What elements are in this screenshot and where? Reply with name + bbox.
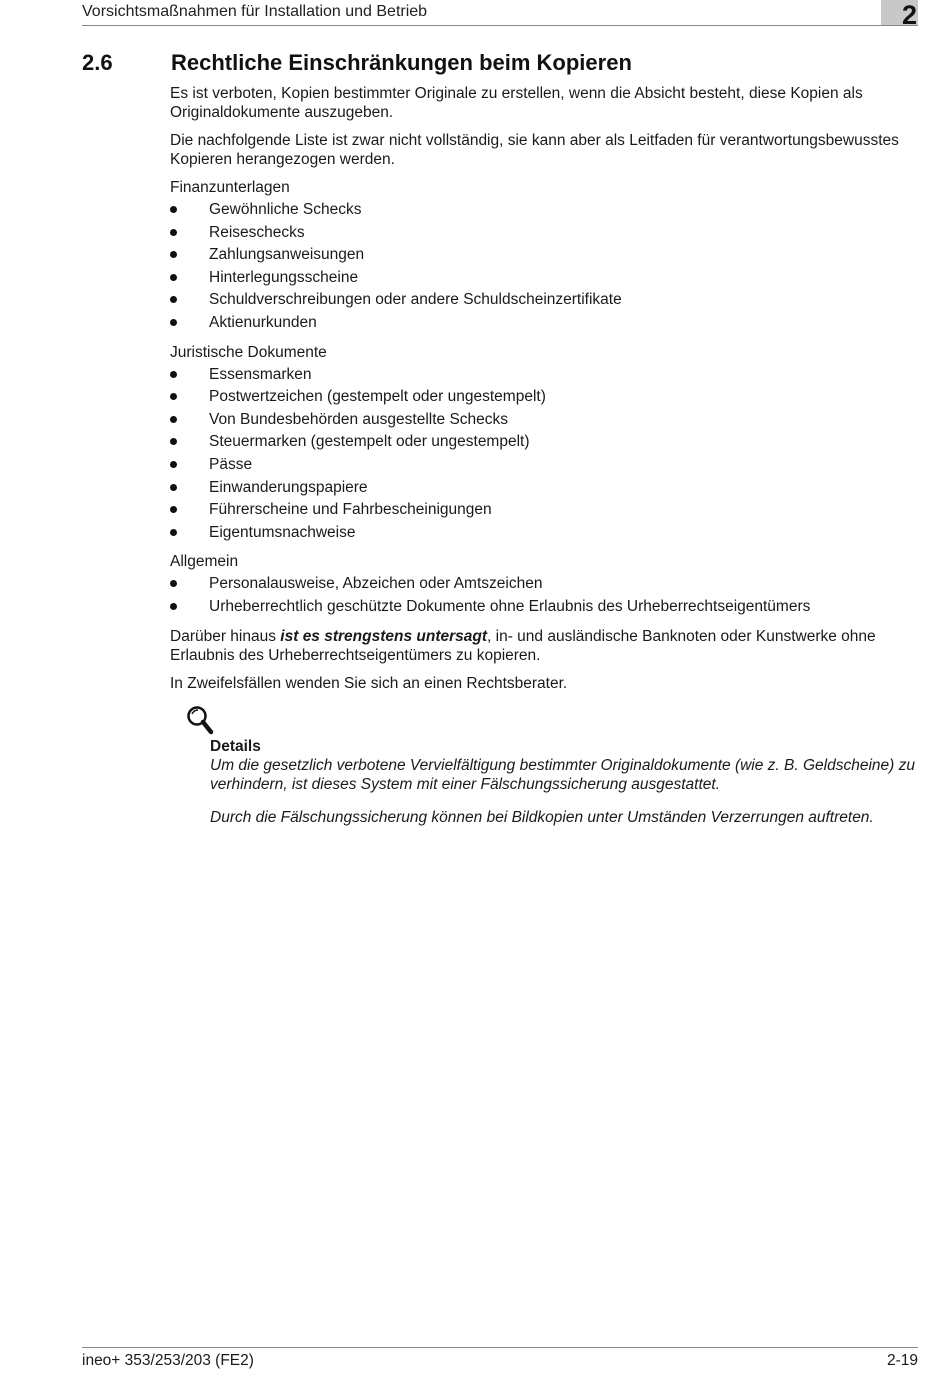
header-title: Vorsichtsmaßnahmen für Installation und Betrieb (82, 3, 428, 20)
list-item: Pässe (170, 455, 920, 478)
bullet-icon (170, 416, 177, 423)
bullet-icon (170, 393, 177, 400)
bullet-icon (170, 319, 177, 326)
list-item: Führerscheine und Fahrbescheinigungen (170, 500, 920, 523)
list-item: Eigentumsnachweise (170, 523, 920, 546)
bullet-icon (170, 580, 177, 587)
footer-model: ineo+ 353/253/203 (FE2) (82, 1352, 254, 1369)
intro-paragraph-1: Es ist verboten, Kopien bestimmter Originale zu erstellen, wenn die Absicht besteht, diese Kopien als Originaldokumente auszugeben. (170, 85, 863, 121)
closing-paragraph: Darüber hinaus ist es strengstens untersagt, in- und ausländische Banknoten oder Kunstwerke ohne Erlaubnis des Urheberrechtseigentümers zu kopieren. (170, 627, 876, 664)
chapter-tab (881, 0, 918, 30)
category-list (170, 574, 920, 619)
bullet-icon (170, 229, 177, 236)
list-item: Reiseschecks (170, 223, 920, 246)
section-content (170, 84, 920, 702)
bullet-icon (170, 206, 177, 213)
page-number: 2-19 (886, 1352, 918, 1369)
list-item: Zahlungsanweisungen (170, 245, 920, 268)
intro-paragraph-2: Die nachfolgende Liste ist zwar nicht vollständig, sie kann aber als Leitfaden für verantwortungsbewusstes Kopieren herangezogen werden. (170, 132, 899, 168)
category-label: Allgemein (170, 553, 239, 571)
list-item: Von Bundesbehörden ausgestellte Schecks (170, 410, 920, 433)
section-number: 2.6 (82, 50, 113, 75)
list-item: Essensmarken (170, 365, 920, 388)
category-list (170, 365, 920, 546)
category-label: Juristische Dokumente (170, 343, 327, 361)
list-item: Schuldverschreibungen oder andere Schuldscheinzertifikate (170, 290, 920, 313)
emphasis-text: ist es strengstens untersagt (280, 627, 488, 645)
bullet-icon (170, 438, 177, 445)
note-text-1: Um die gesetzlich verbotene Vervielfältigung bestimmter Originaldokumente (wie z. B. Geldscheine) zu verhindern, ist dieses System mit einer Fälschungssicherung ausgestattet. (210, 757, 916, 793)
list-item: Personalausweise, Abzeichen oder Amtszeichen (170, 574, 920, 597)
list-item: Gewöhnliche Schecks (170, 200, 920, 223)
note-body (210, 737, 920, 841)
bullet-icon (170, 484, 177, 491)
advice-paragraph: In Zweifelsfällen wenden Sie sich an einen Rechtsberater. (170, 674, 568, 692)
category-label: Finanzunterlagen (170, 179, 290, 196)
page-footer (82, 1347, 918, 1378)
list-item: Urheberrechtlich geschützte Dokumente ohne Erlaubnis des Urheberrechtseigentümers (170, 597, 920, 620)
list-item: Steuermarken (gestempelt oder ungestempelt) (170, 432, 920, 455)
magnifier-icon (186, 705, 214, 735)
bullet-icon (170, 274, 177, 281)
list-item: Postwertzeichen (gestempelt oder ungestempelt) (170, 387, 920, 410)
bullet-icon (170, 296, 177, 303)
list-item: Einwanderungspapiere (170, 478, 920, 501)
chapter-number: 2 (901, 0, 917, 30)
list-item: Hinterlegungsscheine (170, 268, 920, 291)
bullet-icon (170, 603, 177, 610)
bullet-icon (170, 251, 177, 258)
page-header (82, 0, 918, 30)
bullet-icon (170, 371, 177, 378)
note-title: Details (210, 738, 261, 755)
bullet-icon (170, 529, 177, 536)
bullet-icon (170, 461, 177, 468)
category-list (170, 200, 920, 336)
list-item: Aktienurkunden (170, 313, 920, 336)
section-title: Rechtliche Einschränkungen beim Kopieren (171, 50, 632, 75)
bullet-icon (170, 506, 177, 513)
note-text-2: Durch die Fälschungssicherung können bei Bildkopien unter Umständen Verzerrungen auftreten. (210, 809, 874, 826)
